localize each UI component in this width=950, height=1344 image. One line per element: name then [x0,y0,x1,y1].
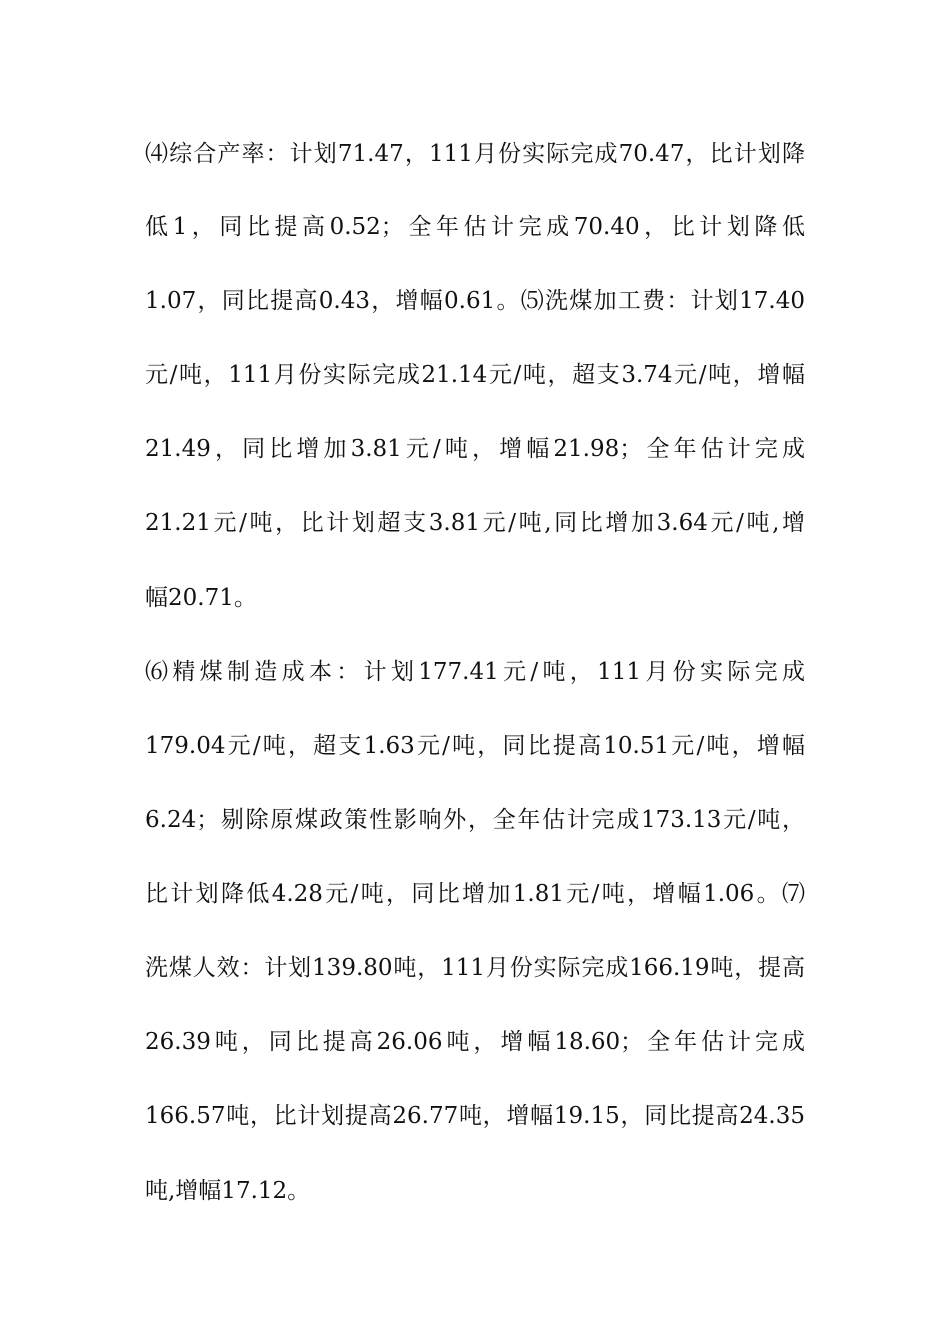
paragraph-line: 洗煤人效：计划139.80吨，111月份实际完成166.19吨，提高 [145,955,805,981]
paragraph-line: 低1，同比提高0.52；全年估计完成70.40，比计划降低 [145,214,805,240]
paragraph-line: 166.57吨，比计划提高26.77吨，增幅19.15，同比提高24.35 [145,1103,805,1129]
paragraph-line: ⑹精煤制造成本：计划177.41元/吨，111月份实际完成 [145,659,805,685]
paragraph-line: 比计划降低4.28元/吨，同比增加1.81元/吨，增幅1.06。⑺ [145,881,805,907]
paragraph-line: 21.21元/吨，比计划超支3.81元/吨,同比增加3.64元/吨,增 [145,510,805,536]
paragraph-line: 吨,增幅17.12。 [145,1178,311,1204]
paragraph-line: 21.49，同比增加3.81元/吨，增幅21.98；全年估计完成 [145,436,805,462]
paragraph-line: 179.04元/吨，超支1.63元/吨，同比提高10.51元/吨，增幅 [145,733,805,759]
paragraph-line: ⑷综合产率：计划71.47，111月份实际完成70.47，比计划降 [145,141,805,167]
paragraph-line: 幅20.71。 [145,585,257,611]
paragraph-line: 26.39吨，同比提高26.06吨，增幅18.60；全年估计完成 [145,1029,805,1055]
paragraph-line: 6.24；剔除原煤政策性影响外，全年估计完成173.13元/吨， [145,807,806,833]
paragraph-line: 元/吨，111月份实际完成21.14元/吨，超支3.74元/吨，增幅 [145,362,805,388]
paragraph-line: 1.07，同比提高0.43，增幅0.61。⑸洗煤加工费：计划17.40 [145,288,805,314]
